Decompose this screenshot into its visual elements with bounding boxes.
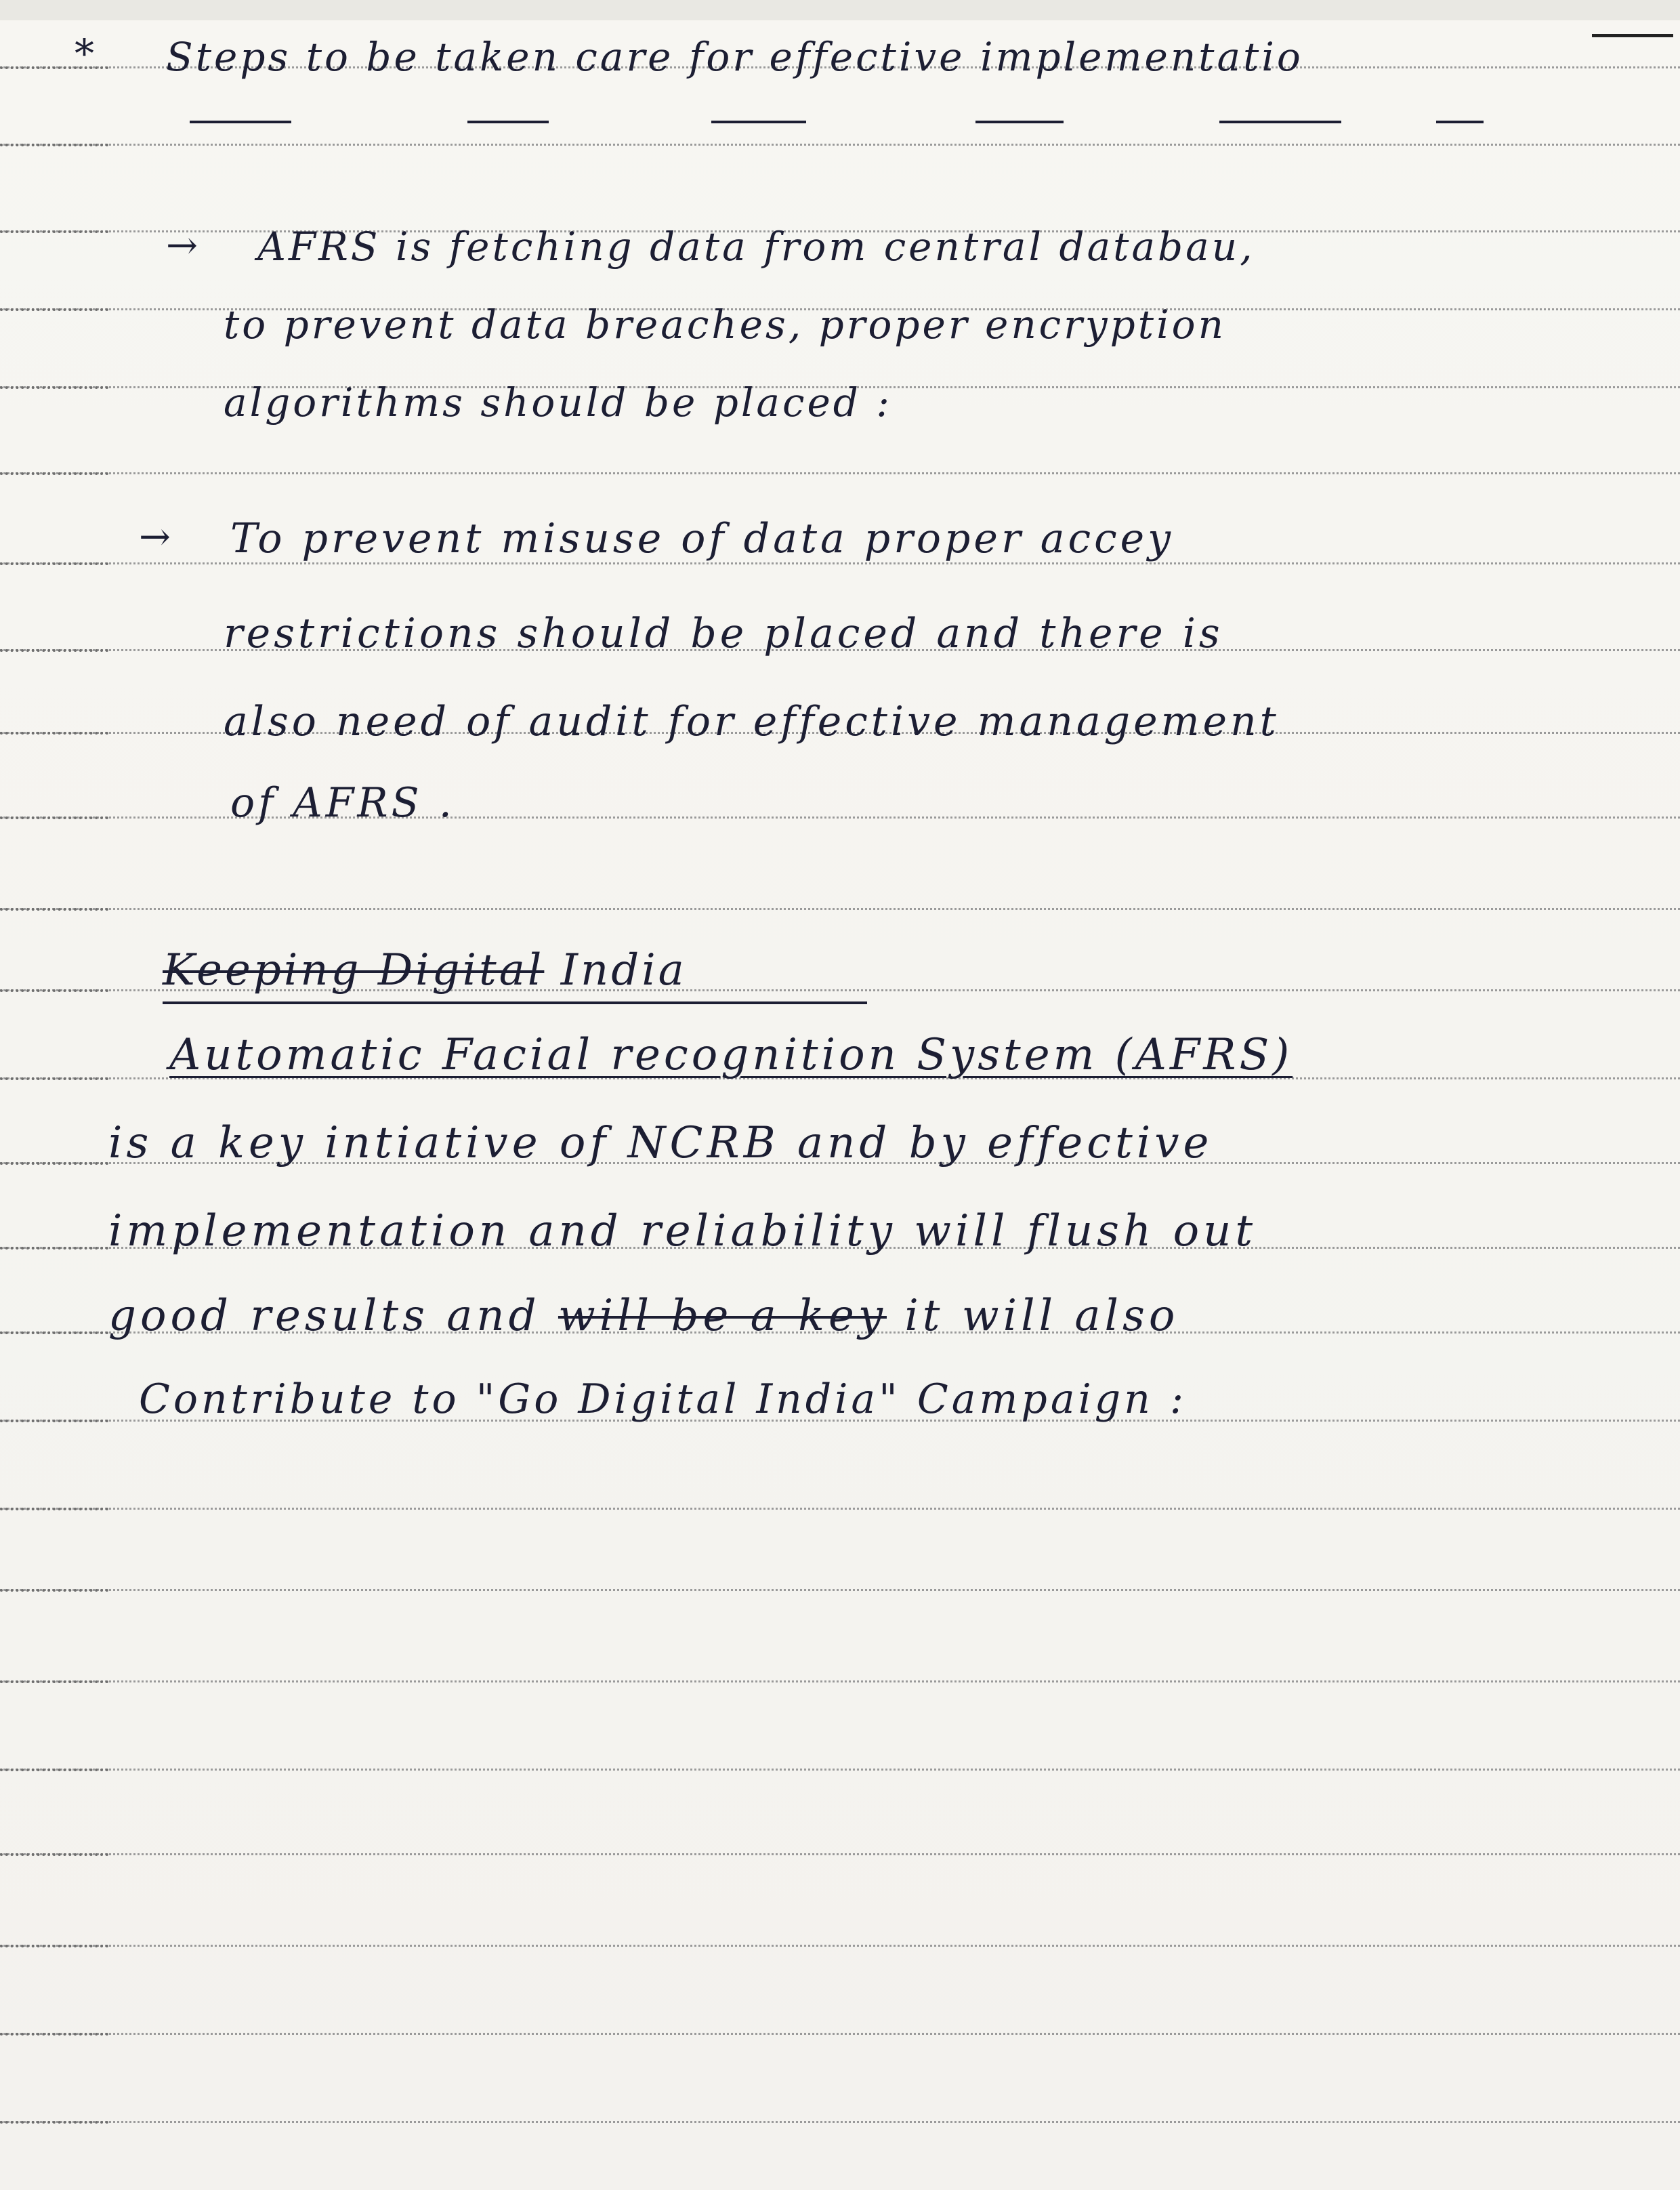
margin-dots — [0, 2033, 108, 2036]
ruled-line — [0, 2033, 1680, 2035]
ruled-line — [0, 1945, 1680, 1947]
ruled-line — [0, 144, 1680, 146]
margin-dots — [0, 1589, 108, 1592]
section-line-1: Automatic Facial recognition System (AFRS) — [169, 1030, 1293, 1080]
section-line-4-start: good results and — [108, 1291, 558, 1341]
heading-underline-3 — [711, 121, 806, 123]
margin-dots — [0, 1945, 108, 1947]
margin-dots — [0, 1247, 108, 1249]
point2-arrow: → — [139, 515, 172, 559]
ruled-line — [0, 2121, 1680, 2123]
margin-dots — [0, 732, 108, 735]
section-line-3: implementation and reliability will flush out — [108, 1206, 1257, 1256]
page-top-edge — [0, 0, 1680, 20]
margin-dots — [0, 386, 108, 389]
margin-dots — [0, 989, 108, 992]
ruled-line — [0, 1589, 1680, 1591]
point1-line-2: to prevent data breaches, proper encryption — [224, 302, 1226, 348]
point2-line-2: restrictions should be placed and there is — [224, 610, 1223, 657]
ruled-line — [0, 1769, 1680, 1771]
section-line-4 — [108, 1291, 1179, 1341]
ruled-line — [0, 1680, 1680, 1682]
corner-pen-mark — [1592, 0, 1673, 37]
section-title-struck: Keeping Digital — [163, 945, 545, 995]
margin-dots — [0, 1769, 108, 1771]
margin-dots — [0, 1162, 108, 1165]
ruled-line — [0, 1853, 1680, 1855]
ruled-line — [0, 1508, 1680, 1510]
ruled-line — [0, 472, 1680, 474]
margin-dots — [0, 817, 108, 819]
heading-underline-1 — [190, 121, 291, 123]
point2-line-3: also need of audit for effective management — [224, 698, 1280, 745]
heading-underline-2 — [467, 121, 549, 123]
point2-line-4: of AFRS . — [230, 779, 455, 827]
heading-text: Steps to be taken care for effective implementatio — [166, 34, 1303, 80]
ruled-line — [0, 908, 1680, 910]
margin-dots — [0, 562, 108, 565]
heading-bullet: * — [75, 30, 96, 77]
point1-arrow: → — [166, 224, 199, 268]
section-title-underline — [163, 1001, 867, 1004]
margin-dots — [0, 2121, 108, 2124]
margin-dots — [0, 308, 108, 311]
margin-dots — [0, 472, 108, 475]
margin-dots — [0, 908, 108, 911]
point2-line-1: To prevent misuse of data proper accey — [230, 515, 1175, 562]
margin-dots — [0, 1077, 108, 1080]
section-line-2: is a key intiative of NCRB and by effective — [108, 1118, 1213, 1168]
point1-line-3: algorithms should be placed : — [224, 379, 892, 426]
heading-underline-4 — [975, 121, 1064, 123]
section-title-rest: India — [544, 945, 687, 995]
section-line-4-end: it will also — [886, 1291, 1179, 1341]
section-line-4-struck: will be a key — [558, 1291, 887, 1341]
margin-dots — [0, 649, 108, 652]
margin-dots — [0, 1853, 108, 1856]
point1-line-1: AFRS is fetching data from central databau, — [257, 224, 1255, 270]
section-title — [163, 945, 687, 995]
margin-dots — [0, 1331, 108, 1334]
ruled-line — [0, 562, 1680, 564]
margin-dots — [0, 1508, 108, 1510]
heading-underline-6 — [1436, 121, 1484, 123]
margin-dots — [0, 144, 108, 146]
margin-dots — [0, 230, 108, 233]
heading-underline-5 — [1219, 121, 1341, 123]
margin-dots — [0, 1420, 108, 1422]
section-line-5: Contribute to "Go Digital India" Campaign : — [139, 1376, 1188, 1423]
margin-dots — [0, 1680, 108, 1683]
